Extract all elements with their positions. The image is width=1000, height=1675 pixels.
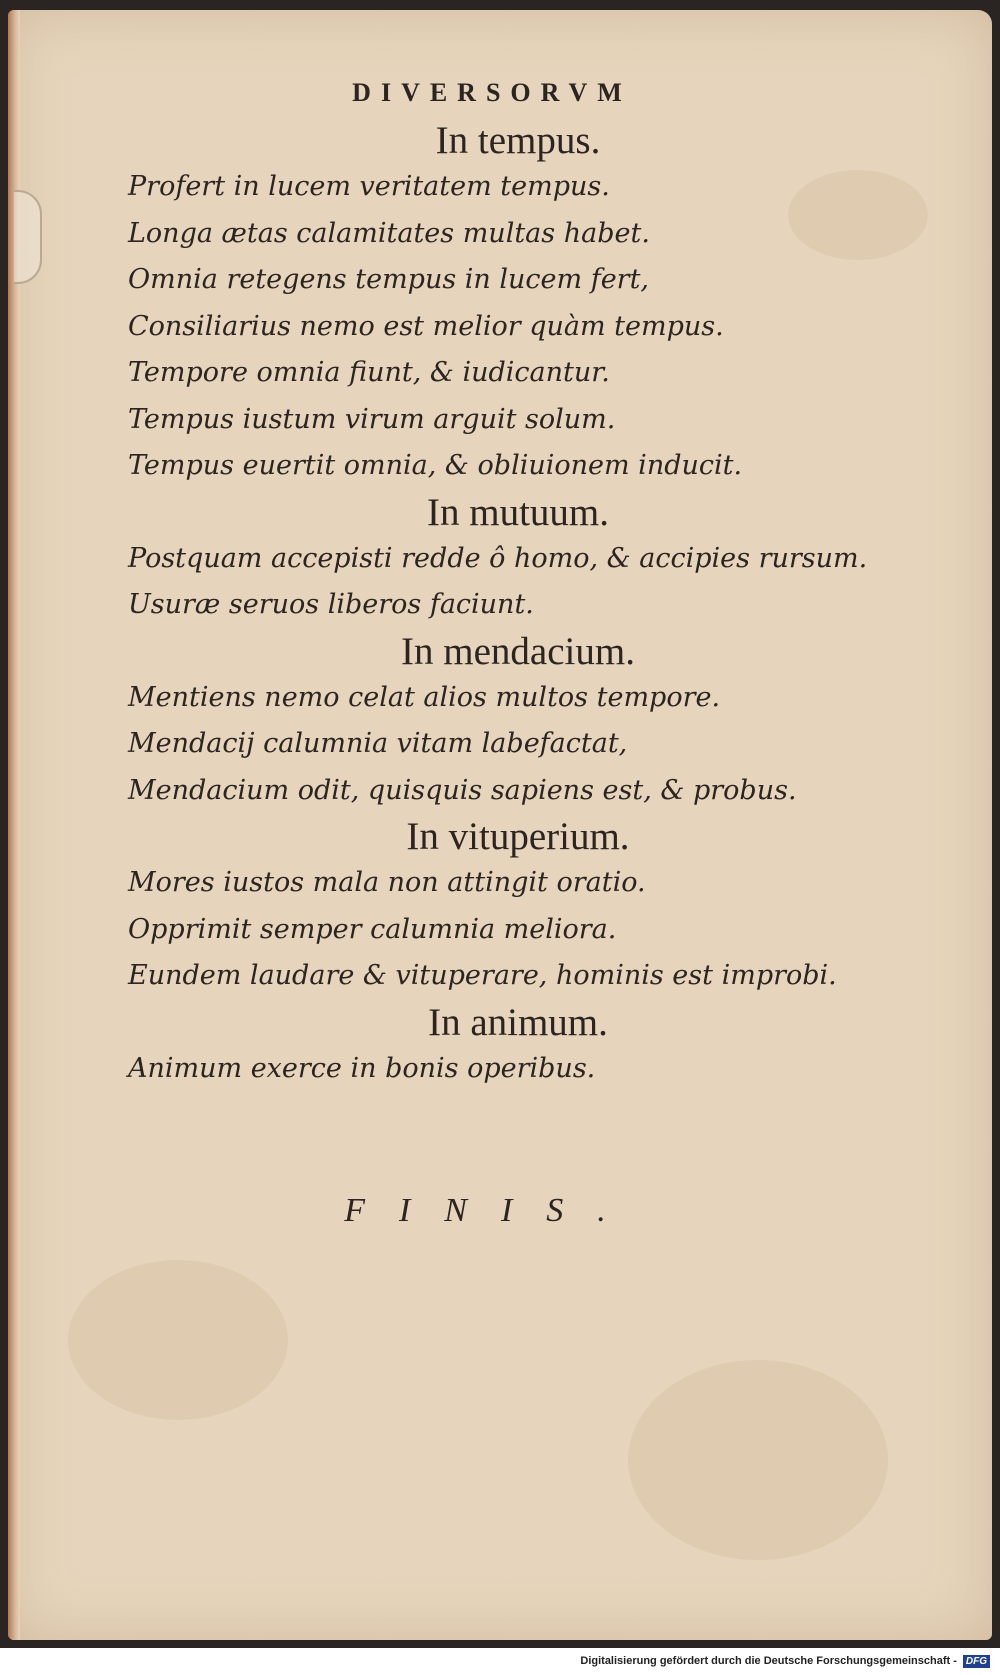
section-in-mutuum bbox=[128, 490, 968, 629]
verse-line: Opprimit semper calumnia meliora. bbox=[128, 913, 617, 945]
paper-stain bbox=[68, 1260, 288, 1420]
verse-line: Mentiens nemo celat alios multos tempore. bbox=[128, 681, 721, 713]
verse-line: Mendacium odit, quisquis sapiens est, & probus. bbox=[128, 774, 797, 806]
verse-line: Longa ætas calamitates multas habet. bbox=[128, 217, 650, 249]
digitization-footer bbox=[580, 1652, 990, 1670]
section-in-vituperium bbox=[128, 814, 968, 1000]
paper-stain bbox=[628, 1360, 888, 1560]
verse-line: Tempore omnia fiunt, & iudicantur. bbox=[128, 357, 610, 388]
section-heading: In vituperium. bbox=[406, 815, 630, 858]
text-block bbox=[128, 118, 968, 1092]
finis-colophon: FINIS. bbox=[344, 1192, 640, 1229]
verse-line: Omnia retegens tempus in lucem fert, bbox=[128, 264, 650, 295]
verse-line: Profert in lucem veritatem tempus. bbox=[128, 171, 610, 202]
verse-line: Postquam accepisti redde ô homo, & accipies rursum. bbox=[128, 542, 868, 574]
verse-line: Mendacij calumnia vitam labefactat, bbox=[128, 728, 628, 759]
section-in-animum bbox=[128, 1000, 968, 1093]
section-heading: In mutuum. bbox=[427, 490, 609, 534]
section-heading: In animum. bbox=[428, 1000, 608, 1044]
dfg-logo-icon: DFG bbox=[963, 1655, 990, 1668]
verse-line: Consiliarius nemo est melior quàm tempus. bbox=[128, 310, 724, 342]
running-head: DIVERSORVM bbox=[352, 78, 632, 107]
section-heading: In mendacium. bbox=[401, 629, 635, 673]
verse-line: Eundem laudare & vituperare, hominis est improbi. bbox=[128, 960, 837, 991]
verse-line: Usuræ seruos liberos faciunt. bbox=[128, 589, 534, 620]
verse-line: Mores iustos mala non attingit oratio. bbox=[128, 867, 646, 898]
verse-line: Tempus euertit omnia, & obliuionem inducit. bbox=[128, 450, 743, 481]
section-in-mendacium bbox=[128, 629, 968, 815]
bookmark-tab bbox=[14, 190, 42, 284]
verse-line: Animum exerce in bonis operibus. bbox=[128, 1052, 596, 1084]
section-in-tempus bbox=[128, 118, 968, 490]
footer-credit: Digitalisierung gefördert durch die Deutsche Forschungsgemeinschaft - bbox=[580, 1655, 957, 1667]
verse-line: Tempus iustum virum arguit solum. bbox=[128, 403, 616, 435]
section-heading: In tempus. bbox=[435, 119, 601, 162]
